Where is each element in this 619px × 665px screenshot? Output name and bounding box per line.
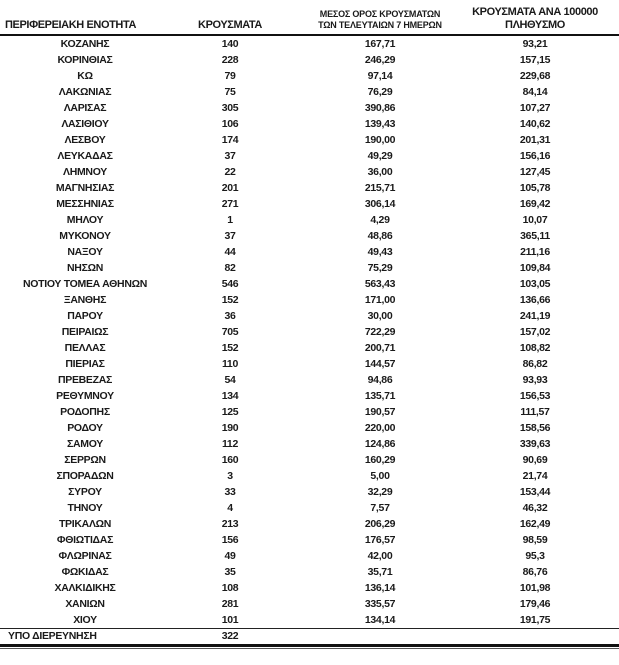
avg7-cell: 206,29 [364,518,396,530]
cases-cell: 546 [221,278,239,290]
table-row [0,516,619,532]
per100k-cell: 153,44 [519,486,551,498]
per100k-cell: 157,15 [519,54,551,66]
per100k-cell: 84,14 [522,86,548,98]
spacer-cell [600,436,619,452]
per100k-cell: 179,46 [519,598,551,610]
per100k-cell: 86,76 [522,566,548,578]
avg7-cell: 30,00 [367,310,393,322]
per100k-cell: 103,05 [519,278,551,290]
cases-cell: 705 [221,326,239,338]
table-row [0,84,619,100]
table-row [0,388,619,404]
spacer-cell [600,52,619,68]
spacer-cell [600,276,619,292]
cases-cell: 190 [221,422,239,434]
region-cell: ΡΕΘΥΜΝΟΥ [56,390,114,402]
per100k-cell: 229,68 [519,70,551,82]
per100k-cell: 158,56 [519,422,551,434]
avg7-cell: 246,29 [364,54,396,66]
cases-cell: 82 [224,262,236,274]
region-cell: ΛΕΥΚΑΔΑΣ [57,150,113,162]
spacer-cell [600,308,619,324]
column-header-cases-per-100000-line2: ΠΛΗΘΥΣΜΟ [505,18,565,31]
per100k-cell: 101,98 [519,582,551,594]
per100k-cell: 201,31 [519,134,551,146]
spacer-cell [600,372,619,388]
cases-cell: 140 [221,38,239,50]
region-cell: ΛΑΡΙΣΑΣ [63,102,107,114]
table-row [0,340,619,356]
avg7-cell: 335,57 [364,598,396,610]
table-row [0,564,619,580]
cases-cell: 37 [224,230,236,242]
spacer-cell [600,356,619,372]
table-row [0,148,619,164]
avg7-cell: 135,71 [364,390,396,402]
table-row [0,212,619,228]
avg7-cell: 390,86 [364,102,396,114]
table-row [0,35,619,52]
region-cell: ΤΡΙΚΑΛΩΝ [58,518,112,530]
region-cell: ΚΟΡΙΝΘΙΑΣ [57,54,113,66]
avg7-cell: 136,14 [364,582,396,594]
cases-cell: 213 [221,518,239,530]
spacer-cell [600,100,619,116]
spacer-cell [600,452,619,468]
cases-cell: 49 [224,550,236,562]
spacer-cell [600,132,619,148]
spacer-cell [600,612,619,629]
table-row [0,500,619,516]
table-row [0,260,619,276]
table-row [0,548,619,564]
avg7-cell: 42,00 [367,550,393,562]
per100k-cell: 169,42 [519,198,551,210]
column-header-cases: ΚΡΟΥΣΜΑΤΑ [170,6,290,35]
cases-cell: 152 [221,294,239,306]
avg7-cell: 124,86 [364,438,396,450]
region-cell: ΜΕΣΣΗΝΙΑΣ [56,198,114,210]
cases-cell: 201 [221,182,239,194]
per100k-cell: 365,11 [520,230,550,242]
spacer-cell [600,68,619,84]
avg7-cell: 563,43 [364,278,396,290]
table-row [0,356,619,372]
table-row [0,132,619,148]
per100k-cell: 98,59 [522,534,548,546]
table-row [0,308,619,324]
region-cell: ΠΡΕΒΕΖΑΣ [57,374,113,386]
avg7-cell: 200,71 [364,342,396,354]
footer-spacer-cell [600,629,619,646]
per100k-cell: 127,45 [519,166,551,178]
avg7-cell: 220,00 [364,422,396,434]
table-row [0,420,619,436]
per100k-cell: 21,74 [522,470,548,482]
cases-cell: 160 [221,454,239,466]
avg7-cell: 48,86 [367,230,393,242]
spacer-cell [600,260,619,276]
cases-cell: 4 [227,502,233,514]
spacer-cell [600,228,619,244]
column-header-region: ΠΕΡΙΦΕΡΕΙΑΚΗ ΕΝΟΤΗΤΑ [0,6,170,35]
cases-cell: 35 [224,566,236,578]
avg7-cell: 167,71 [364,38,396,50]
spacer-cell [600,244,619,260]
per100k-cell: 105,78 [519,182,551,194]
table-row [0,580,619,596]
cases-cell: 125 [221,406,239,418]
region-cell: ΦΛΩΡΙΝΑΣ [58,550,112,562]
cases-cell: 112 [221,438,239,450]
region-cell: ΧΙΟΥ [73,614,97,626]
spacer-cell [600,35,619,52]
table-row [0,452,619,468]
avg7-cell: 306,14 [364,198,396,210]
regional-cases-report-page [0,6,619,665]
spacer-cell [600,180,619,196]
avg7-cell: 4,29 [370,214,390,226]
table-row [0,52,619,68]
table-row [0,244,619,260]
spacer-cell [600,404,619,420]
table-row [0,180,619,196]
avg7-cell: 49,29 [367,150,393,162]
cases-cell: 1 [227,214,233,226]
cases-cell: 54 [224,374,236,386]
header-row [0,6,619,35]
under-investigation-label: ΥΠΟ ΔΙΕΡΕΥΝΗΣΗ [0,629,170,646]
region-cell: ΜΗΛΟΥ [66,214,104,226]
per100k-cell: 136,66 [519,294,551,306]
table-row [0,100,619,116]
region-cell: ΞΑΝΘΗΣ [63,294,107,306]
cases-cell: 271 [221,198,239,210]
cases-cell: 37 [224,150,236,162]
spacer-cell [600,196,619,212]
table-row [0,436,619,452]
spacer-cell [600,388,619,404]
spacer-cell [600,516,619,532]
cases-cell: 134 [221,390,239,402]
table-row [0,116,619,132]
per100k-cell: 108,82 [519,342,551,354]
per100k-cell: 107,27 [519,102,551,114]
region-cell: ΠΙΕΡΙΑΣ [65,358,105,370]
region-cell: ΦΩΚΙΔΑΣ [61,566,109,578]
per100k-cell: 95,3 [525,550,545,562]
region-cell: ΛΑΚΩΝΙΑΣ [58,86,112,98]
spacer-cell [600,292,619,308]
column-header-cases-per-100000-line1: ΚΡΟΥΣΜΑΤΑ ΑΝΑ 100000 [472,6,598,18]
per100k-cell: 93,93 [522,374,548,386]
region-cell: ΜΑΓΝΗΣΙΑΣ [55,182,115,194]
avg7-cell: 35,71 [367,566,393,578]
spacer-cell [600,148,619,164]
avg7-cell: 139,43 [364,118,396,130]
cases-cell: 36 [224,310,236,322]
cases-cell: 79 [224,70,236,82]
region-cell: ΠΕΙΡΑΙΩΣ [61,326,109,338]
table-body [0,35,619,629]
region-cell: ΣΕΡΡΩΝ [64,454,106,466]
cases-cell: 101 [221,614,239,626]
cases-cell: 152 [221,342,239,354]
cases-cell: 106 [221,118,239,130]
spacer-cell [600,212,619,228]
cases-cell: 75 [224,86,236,98]
spacer-cell [600,324,619,340]
cases-cell: 44 [224,246,236,258]
spacer-cell [600,340,619,356]
spacer-cell [600,548,619,564]
under-investigation-avg7 [290,629,470,646]
per100k-cell: 162,49 [519,518,551,530]
table-row [0,324,619,340]
table-row [0,228,619,244]
avg7-cell: 49,43 [367,246,393,258]
table-row [0,404,619,420]
per100k-cell: 46,32 [522,502,548,514]
table-row [0,292,619,308]
per100k-cell: 191,75 [519,614,551,626]
spacer-cell [600,420,619,436]
avg7-cell: 160,29 [364,454,396,466]
per100k-cell: 90,69 [522,454,548,466]
region-cell: ΡΟΔΟΥ [67,422,103,434]
per100k-cell: 156,53 [519,390,551,402]
cases-cell: 33 [224,486,236,498]
region-cell: ΝΑΞΟΥ [67,246,103,258]
per100k-cell: 339,63 [519,438,551,450]
region-cell: ΤΗΝΟΥ [67,502,103,514]
avg7-cell: 76,29 [367,86,393,98]
table-row [0,468,619,484]
cases-cell: 228 [221,54,239,66]
region-cell: ΠΑΡΟΥ [67,310,103,322]
spacer-cell [600,116,619,132]
avg7-cell: 144,57 [364,358,396,370]
per100k-cell: 93,21 [522,38,548,50]
under-investigation-cases: 322 [170,629,290,646]
table-row [0,372,619,388]
table-row [0,68,619,84]
region-cell: ΦΘΙΩΤΙΔΑΣ [56,534,114,546]
region-cell: ΣΑΜΟΥ [66,438,103,450]
regional-cases-table [0,6,619,647]
region-cell: ΚΩ [77,70,93,82]
column-header-7day-average [290,6,470,35]
header-spacer-cell [600,6,619,35]
table-row [0,164,619,180]
avg7-cell: 75,29 [367,262,393,274]
region-cell: ΧΑΝΙΩΝ [65,598,105,610]
spacer-cell [600,500,619,516]
per100k-cell: 111,57 [520,406,550,418]
region-cell: ΝΟΤΙΟΥ ΤΟΜΕΑ ΑΘΗΝΩΝ [22,278,148,290]
avg7-cell: 190,57 [364,406,396,418]
table-row [0,596,619,612]
cases-cell: 305 [221,102,239,114]
spacer-cell [600,468,619,484]
avg7-cell: 171,00 [364,294,396,306]
avg7-cell: 176,57 [364,534,396,546]
region-cell: ΝΗΣΩΝ [67,262,103,274]
per100k-cell: 241,19 [519,310,551,322]
per100k-cell: 10,07 [522,214,548,226]
cases-cell: 174 [221,134,239,146]
table-row [0,196,619,212]
avg7-cell: 134,14 [364,614,396,626]
spacer-cell [600,580,619,596]
per100k-cell: 109,84 [519,262,551,274]
table-row [0,612,619,629]
per100k-cell: 211,16 [520,246,550,258]
avg7-cell: 722,29 [364,326,396,338]
per100k-cell: 157,02 [519,326,551,338]
avg7-cell: 97,14 [367,70,393,82]
footer-row-under-investigation [0,629,619,646]
table-row [0,484,619,500]
region-cell: ΚΟΖΑΝΗΣ [60,38,110,50]
spacer-cell [600,532,619,548]
avg7-cell: 5,00 [370,470,390,482]
table-row [0,276,619,292]
column-header-cases-per-100000 [470,6,600,35]
avg7-cell: 32,29 [367,486,393,498]
region-cell: ΧΑΛΚΙΔΙΚΗΣ [54,582,116,594]
region-cell: ΛΗΜΝΟΥ [63,166,107,178]
avg7-cell: 94,86 [367,374,393,386]
region-cell: ΣΠΟΡΑΔΩΝ [56,470,114,482]
table-row [0,532,619,548]
spacer-cell [600,596,619,612]
cases-cell: 281 [221,598,239,610]
region-cell: ΡΟΔΟΠΗΣ [60,406,110,418]
spacer-cell [600,84,619,100]
under-investigation-per100k [470,629,600,646]
per100k-cell: 156,16 [519,150,551,162]
spacer-cell [600,484,619,500]
spacer-cell [600,164,619,180]
avg7-cell: 215,71 [364,182,396,194]
cases-cell: 108 [221,582,239,594]
column-header-7day-average-line1: ΜΕΣΟΣ ΟΡΟΣ ΚΡΟΥΣΜΑΤΩΝ [319,9,441,19]
cases-cell: 110 [221,358,239,370]
cases-cell: 3 [227,470,233,482]
per100k-cell: 140,62 [519,118,551,130]
per100k-cell: 86,82 [522,358,548,370]
avg7-cell: 36,00 [367,166,393,178]
region-cell: ΛΑΣΙΘΙΟΥ [61,118,109,130]
region-cell: ΠΕΛΛΑΣ [64,342,106,354]
region-cell: ΣΥΡΟΥ [68,486,102,498]
avg7-cell: 190,00 [364,134,396,146]
bottom-double-border-thin-line [0,648,619,649]
cases-cell: 156 [221,534,239,546]
cases-cell: 22 [224,166,236,178]
region-cell: ΛΕΣΒΟΥ [64,134,106,146]
column-header-7day-average-line2: ΤΩΝ ΤΕΛΕΥΤΑΙΩΝ 7 ΗΜΕΡΩΝ [318,20,442,30]
spacer-cell [600,564,619,580]
avg7-cell: 7,57 [370,502,390,514]
region-cell: ΜΥΚΟΝΟΥ [59,230,111,242]
